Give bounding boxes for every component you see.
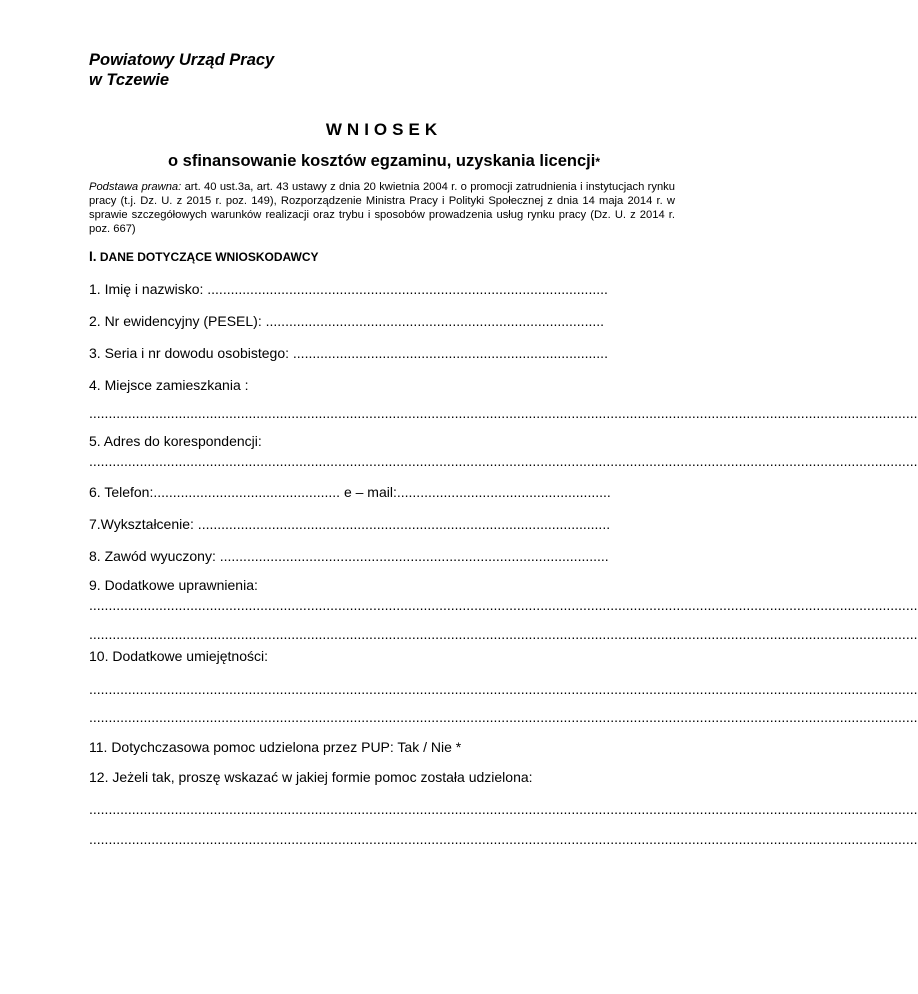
field-profession[interactable]: 8. Zawód wyuczony: ....................................................................................................	[89, 548, 609, 564]
section-title: DANE DOTYCZĄCE WNIOSKODAWCY	[99, 250, 319, 264]
office-name-line1: Powiatowy Urząd Pracy	[89, 51, 275, 69]
field-correspondence-label: 5. Adres do korespondencji:	[89, 433, 262, 449]
field-extra-permissions-line-1[interactable]: .....................................................................................................................................................................................................................	[89, 597, 918, 613]
field-residence-label: 4. Miejsce zamieszkania :	[89, 377, 249, 393]
field-help-form-line-2[interactable]: .....................................................................................................................................................................................................................	[89, 831, 918, 847]
document-title: WNIOSEK	[325, 120, 443, 139]
field-extra-permissions-label: 9. Dodatkowe uprawnienia:	[89, 577, 258, 593]
field-extra-permissions-line-2[interactable]: .....................................................................................................................................................................................................................	[89, 626, 918, 642]
field-education[interactable]: 7.Wykształcenie: ..........................................................................................................	[89, 516, 611, 532]
field-correspondence-line[interactable]: .....................................................................................................................................................................................................................	[89, 453, 918, 469]
section-heading	[89, 249, 319, 264]
legal-basis-text: art. 40 ust.3a, art. 43 ustawy z dnia 20 kwietnia 2004 r. o promocji zatrudnienia i instytucjach rynku pracy (t.j. Dz. U. z 2015 r. poz. 149), Rozporządzenie Ministra Pracy i Polityki Społecznej z dnia 14 maja 2014 r. w sprawie szczegółowych warunków realizacji oraz trybu i sposobów prowadzenia usług rynku pracy (Dz. U. z 2014 r. poz. 667)	[89, 181, 675, 235]
office-name	[89, 50, 274, 90]
field-help-form-label: 12. Jeżeli tak, proszę wskazać w jakiej formie pomoc została udzielona:	[89, 769, 533, 785]
field-extra-skills-line-1[interactable]: .....................................................................................................................................................................................................................	[89, 681, 918, 697]
field-residence-line[interactable]: .....................................................................................................................................................................................................................	[89, 405, 918, 421]
document-subtitle	[0, 152, 768, 171]
field-extra-skills-label: 10. Dodatkowe umiejętności:	[89, 648, 268, 664]
legal-basis	[89, 180, 675, 236]
field-help-form-line-1[interactable]: .....................................................................................................................................................................................................................	[89, 801, 918, 817]
field-full-name[interactable]: 1. Imię i nazwisko: .......................................................................................................	[89, 281, 608, 297]
field-extra-skills-line-2[interactable]: .....................................................................................................................................................................................................................	[89, 709, 918, 725]
field-pesel[interactable]: 2. Nr ewidencyjny (PESEL): .......................................................................................	[89, 313, 605, 329]
field-phone-email[interactable]: 6. Telefon:................................................ e – mail:.......................................................	[89, 484, 611, 500]
office-name-line2: w Tczewie	[89, 71, 170, 89]
field-previous-help[interactable]: 11. Dotychczasowa pomoc udzielona przez PUP: Tak / Nie *	[89, 739, 462, 755]
subtitle-footnote-mark: *	[595, 155, 600, 169]
section-number: I.	[89, 249, 97, 264]
subtitle-text: o sfinansowanie kosztów egzaminu, uzyskania licencji	[168, 152, 596, 170]
field-id-card[interactable]: 3. Seria i nr dowodu osobistego: .................................................................................	[89, 345, 608, 361]
legal-basis-label: Podstawa prawna:	[89, 181, 182, 193]
